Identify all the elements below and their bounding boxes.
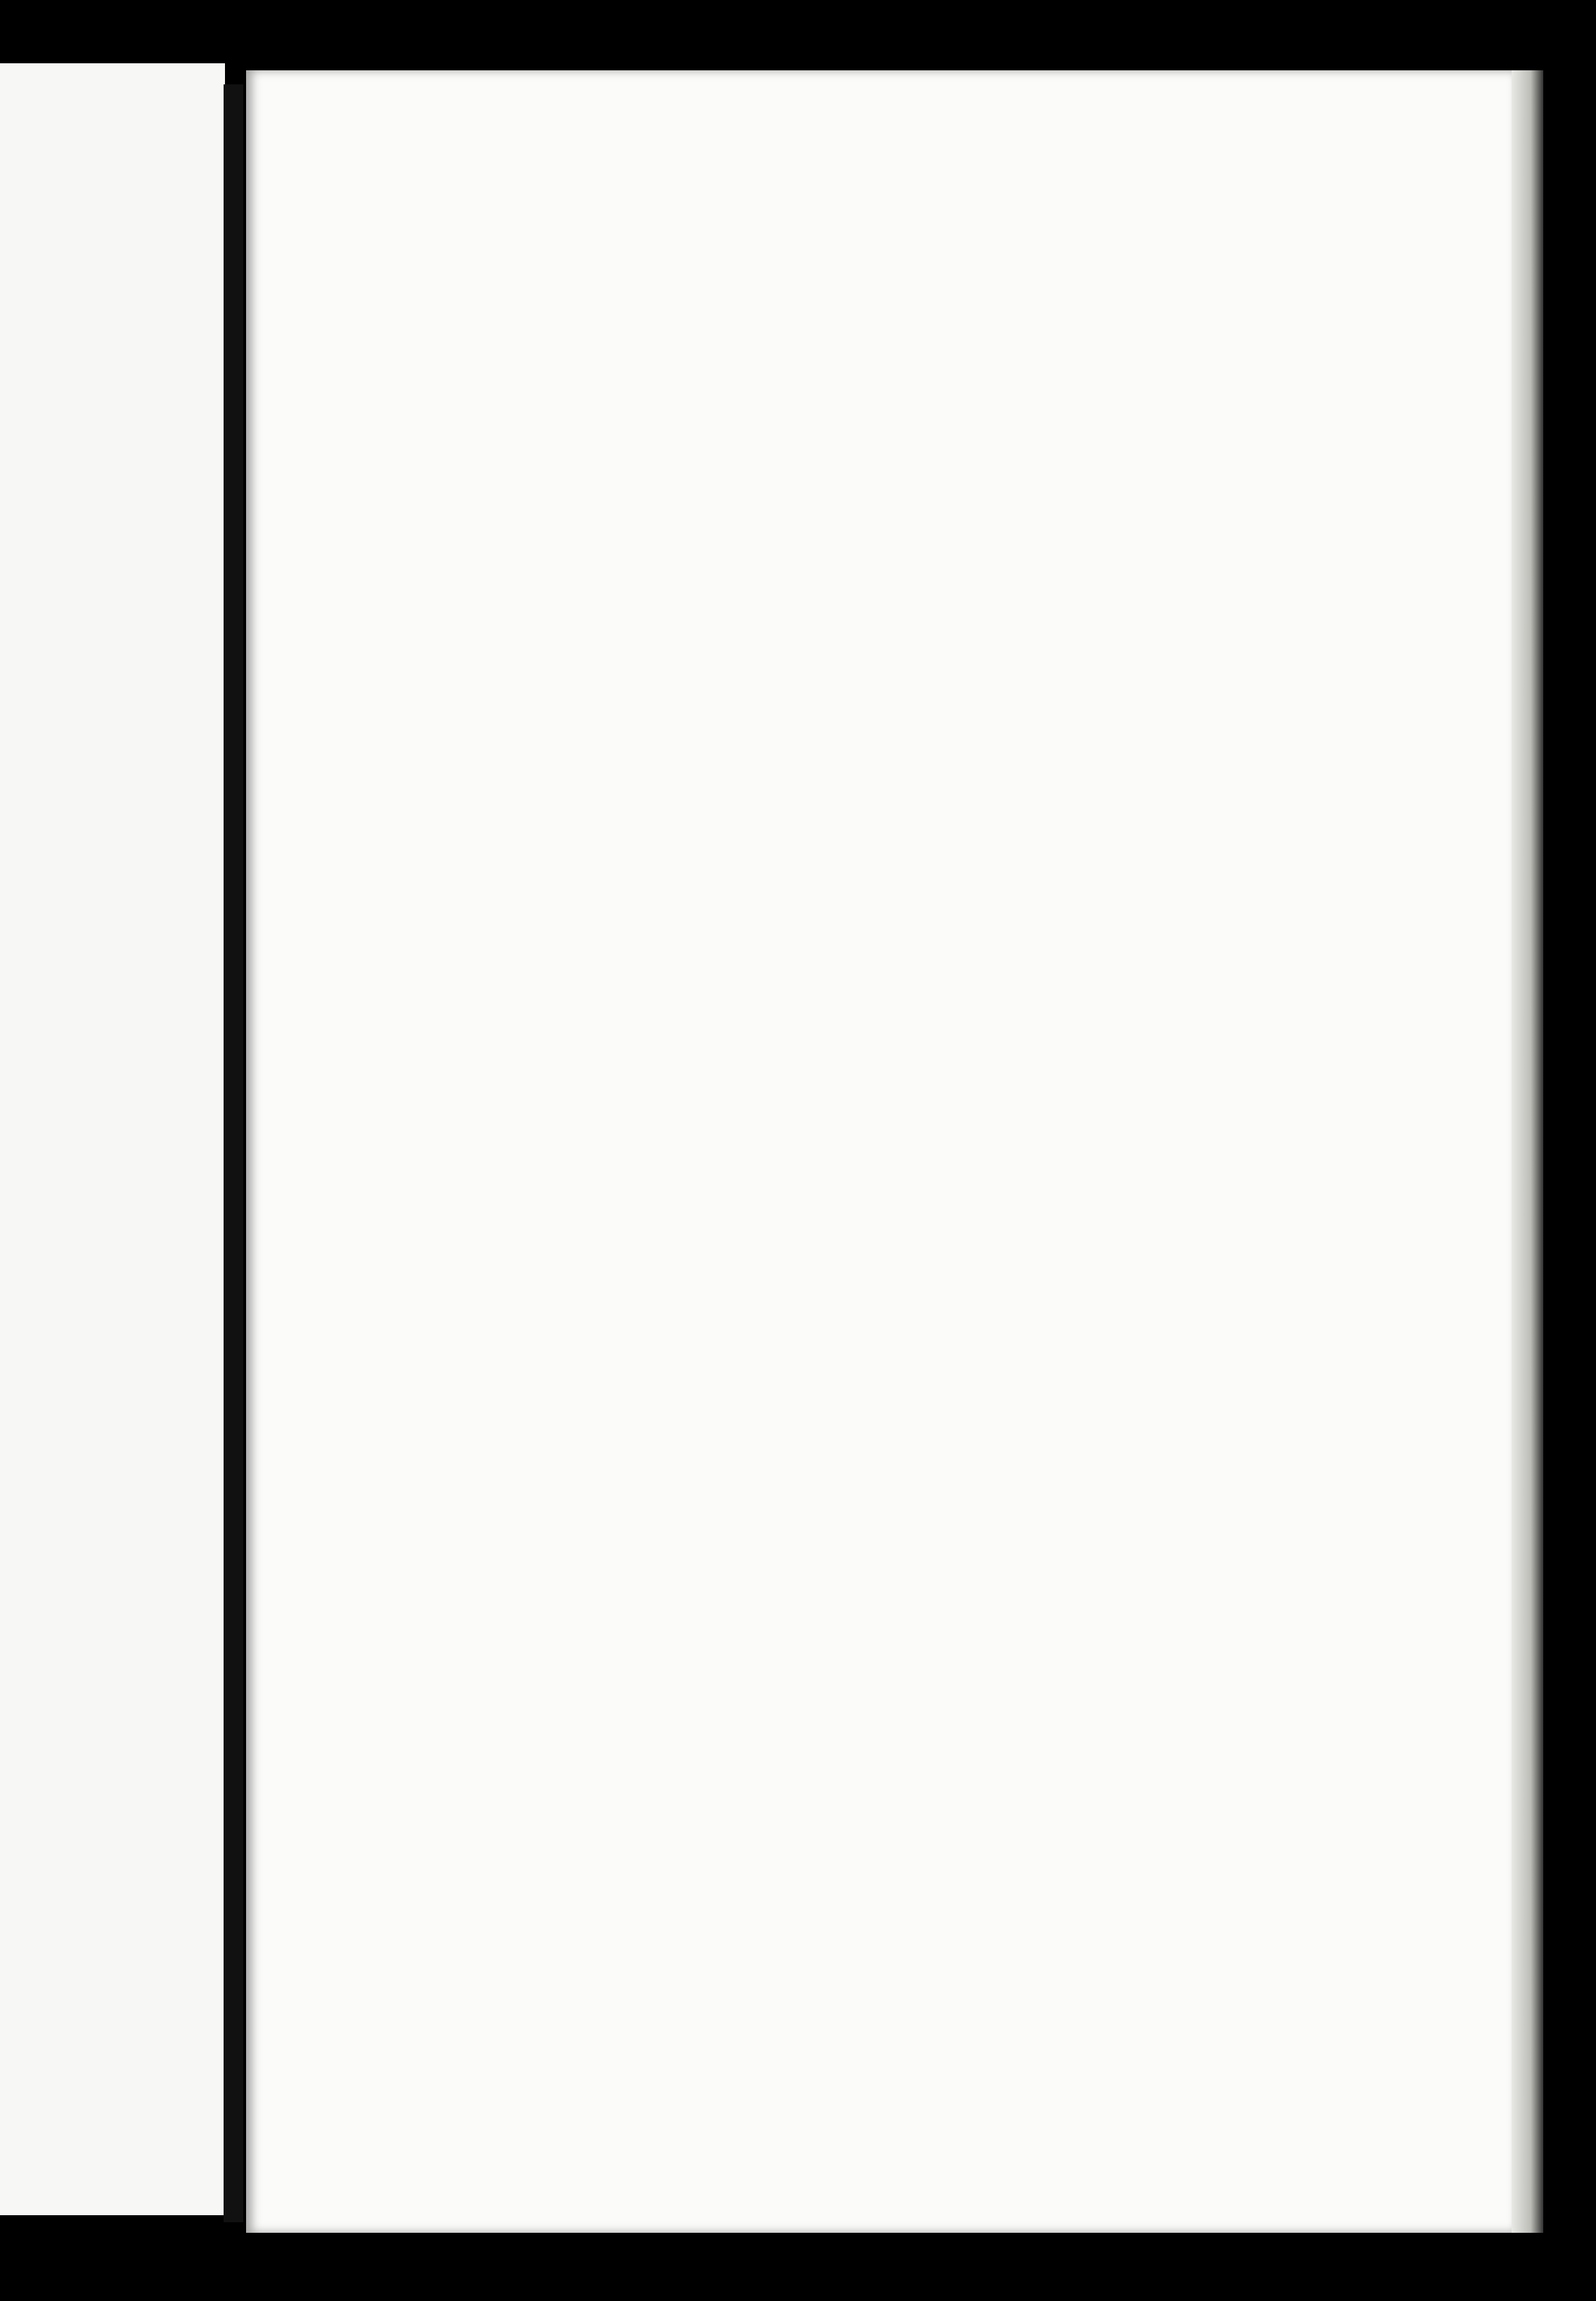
left-facing-page: [0, 63, 225, 2215]
book-gutter: [224, 84, 243, 2222]
right-page: [246, 70, 1512, 2233]
page-edge: [1512, 70, 1543, 2233]
